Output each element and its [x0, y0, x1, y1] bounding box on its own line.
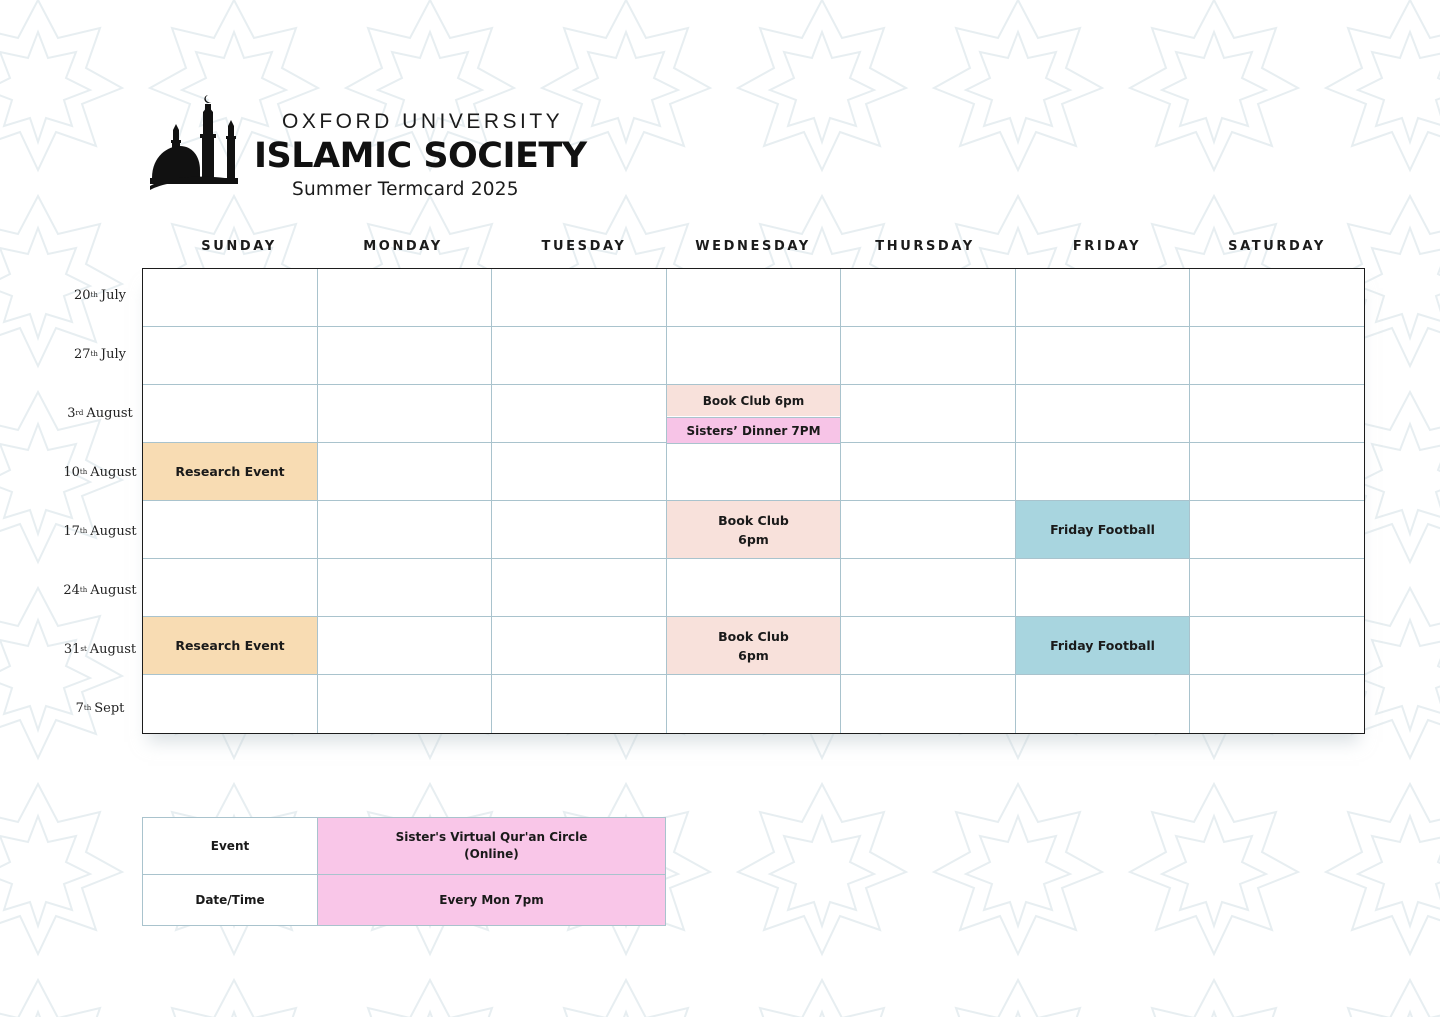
calendar-cell — [318, 559, 492, 617]
day-header-saturday: SATURDAY — [1228, 239, 1326, 254]
calendar-cell — [492, 443, 667, 501]
society-title: ISLAMIC SOCIETY — [254, 136, 587, 176]
calendar-cell — [318, 443, 492, 501]
event-research: Research Event — [143, 443, 317, 500]
calendar-cell — [667, 385, 841, 443]
calendar-cell — [492, 385, 667, 443]
event-book-club: Book Club 6pm — [667, 617, 840, 674]
calendar-cell — [1016, 675, 1190, 733]
calendar-cell — [667, 269, 841, 327]
week-label: 31 st August — [63, 641, 137, 657]
calendar-grid — [142, 268, 1365, 734]
day-header-thursday: THURSDAY — [875, 239, 975, 254]
datetime-value: Every Mon 7pm — [318, 875, 665, 925]
calendar-cell — [1190, 675, 1364, 733]
event-friday-football: Friday Football — [1016, 617, 1189, 674]
org-line: OXFORD UNIVERSITY — [282, 110, 564, 133]
calendar-cell — [1016, 501, 1190, 559]
calendar-cell — [1016, 617, 1190, 675]
calendar-cell — [1016, 327, 1190, 385]
calendar-cell — [1190, 269, 1364, 327]
week-label: 24 th August — [63, 582, 137, 598]
event-book-club: Book Club 6pm — [667, 501, 840, 558]
calendar-cell — [1190, 617, 1364, 675]
calendar-cell — [667, 675, 841, 733]
calendar-cell — [143, 501, 318, 559]
week-label: 27 th July — [74, 346, 126, 362]
calendar-cell — [667, 501, 841, 559]
event-value: Sister's Virtual Qur'an Circle (Online) — [318, 818, 665, 875]
event-sisters-dinner: Sisters’ Dinner 7PM — [667, 417, 840, 444]
calendar-cell — [1016, 269, 1190, 327]
calendar-cell — [318, 385, 492, 443]
calendar-cell — [841, 385, 1016, 443]
calendar-cell — [143, 675, 318, 733]
calendar-cell — [492, 501, 667, 559]
calendar-cell — [667, 327, 841, 385]
termcard-subtitle: Summer Termcard 2025 — [292, 179, 519, 200]
recurring-event-table — [142, 817, 666, 926]
calendar-cell — [1190, 559, 1364, 617]
calendar-cell — [318, 675, 492, 733]
calendar-cell — [841, 675, 1016, 733]
day-header-wednesday: WEDNESDAY — [695, 239, 811, 254]
day-header-friday: FRIDAY — [1072, 239, 1142, 254]
calendar-cell — [841, 559, 1016, 617]
calendar-cell — [143, 617, 318, 675]
calendar-cell — [841, 501, 1016, 559]
calendar-cell — [143, 443, 318, 501]
calendar-cell — [318, 617, 492, 675]
calendar-cell — [492, 269, 667, 327]
calendar-cell — [143, 559, 318, 617]
calendar-cell — [143, 269, 318, 327]
calendar-cell — [492, 559, 667, 617]
calendar-cell — [318, 501, 492, 559]
calendar-cell — [1190, 385, 1364, 443]
calendar-cell — [841, 327, 1016, 385]
week-label: 10 th August — [63, 464, 137, 480]
calendar-cell — [841, 617, 1016, 675]
calendar-cell — [318, 269, 492, 327]
calendar-cell — [667, 617, 841, 675]
calendar-cell — [492, 617, 667, 675]
event-friday-football: Friday Football — [1016, 501, 1189, 558]
week-label: 3 rd August — [67, 405, 133, 421]
day-header-sunday: SUNDAY — [201, 239, 277, 254]
calendar-cell — [1016, 385, 1190, 443]
calendar-cell — [1016, 559, 1190, 617]
calendar-cell — [492, 675, 667, 733]
calendar-cell — [318, 327, 492, 385]
datetime-label: Date/Time — [143, 875, 318, 925]
calendar-cell — [143, 385, 318, 443]
calendar-cell — [667, 559, 841, 617]
event-book-club: Book Club 6pm — [667, 385, 840, 416]
event-label: Event — [143, 818, 318, 875]
week-label: 7 th Sept — [75, 700, 125, 716]
calendar-cell — [1190, 501, 1364, 559]
calendar-cell — [841, 269, 1016, 327]
title-block — [254, 108, 587, 204]
day-header-tuesday: TUESDAY — [541, 239, 627, 254]
mosque-logo-icon — [148, 94, 240, 190]
calendar-cell — [492, 327, 667, 385]
calendar-cell — [667, 443, 841, 501]
event-research: Research Event — [143, 617, 317, 674]
calendar-cell — [1190, 327, 1364, 385]
calendar-cell — [143, 327, 318, 385]
calendar-cell — [1190, 443, 1364, 501]
week-label: 17 th August — [63, 523, 137, 539]
calendar-cell — [1016, 443, 1190, 501]
day-header-monday: MONDAY — [363, 239, 443, 254]
calendar-cell — [841, 443, 1016, 501]
week-label: 20 th July — [74, 287, 126, 303]
